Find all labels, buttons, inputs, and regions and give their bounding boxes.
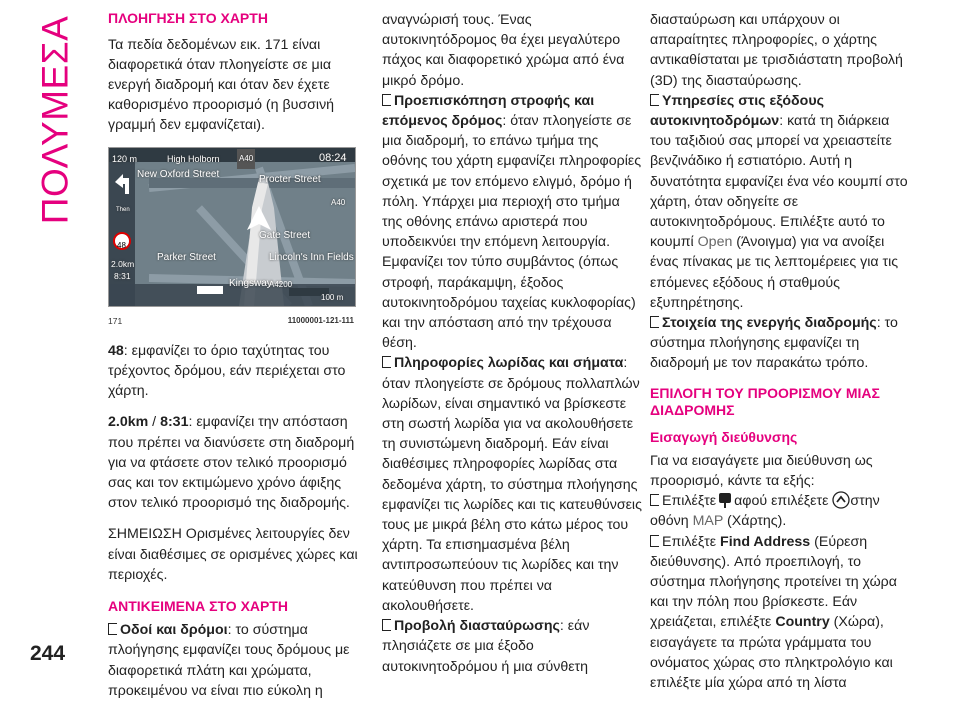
paragraph-junction-view: Προβολή διασταύρωσης: εάν πλησιάζετε σε μια έξοδο αυτοκινητοδρόμου ή μια σύνθετη [382, 618, 590, 675]
map-scale: 100 m [321, 292, 344, 302]
clock: 08:24 [319, 151, 347, 164]
bullet-bracket-icon [382, 356, 391, 368]
paragraph-exit-services: Υπηρεσίες στις εξόδους αυτοκινητοδρόμων: κατά τη διάρκεια του ταξιδιού σας μπορεί να χρειαστείτε βενζινάδικο ή εστιατόριο. Αυτή η δυνατότητα εμφανίζει ένα νέο κουμπί στο χάρτη, όταν οδηγείτε σε αυτοκινητοδρόμους. Επιλέξτε αυτό το κουμπί Open (Άνοιγμα) για να ανοίξει ένας πίνακας με τις λεπτομέρειες για τις επόμενες εξόδους ή σταθμούς εξυπηρέτησης. [650, 92, 908, 311]
next-turn-distance: 120 m [112, 153, 138, 164]
paragraph-roads: Οδοί και δρόμοι: το σύστημα πλοήγησης εμφανίζει τους δρόμους με διαφορετικά πλάτη και χρώματα, προκειμένου να είναι πιο εύκολη η [108, 622, 350, 699]
paragraph-distance-eta: 2.0km / 8:31: εμφανίζει την απόσταση που πρέπει να διανύσετε στη διαδρομή για να φτάσετε στον τελικό προορισμό σας και τον εκτιμώμενο χρόνο άφιξης στον τελικό προορισμό της διαδρομής. [108, 414, 355, 512]
section-heading-map-objects: ΑΝΤΙΚΕΙΜΕΝΑ ΣΤΟ ΧΑΡΤΗ [108, 597, 289, 614]
road-badge: A40 [331, 197, 346, 207]
note-paragraph: ΣΗΜΕΙΩΣΗ Ορισμένες λειτουργίες δεν είναι διαθέσιμες σε ορισμένες χώρες και περιοχές. [108, 526, 358, 583]
column-1 [108, 10, 368, 701]
next-road-badge: A40 [237, 149, 255, 169]
paragraph-address-intro: Για να εισαγάγετε μια διεύθυνση ως προορισμό, κάντε τα εξής: [650, 452, 873, 490]
bullet-bracket-icon [650, 494, 659, 506]
street-label: Procter Street [259, 173, 321, 185]
road-badge: A4200 [269, 279, 293, 289]
bullet-bracket-icon [650, 94, 659, 106]
arrival-time: 8:31 [114, 270, 131, 281]
bullet-bracket-icon [382, 94, 391, 106]
step-1: Επιλέξτε αφού επιλέξετε στην οθόνη MAP (Χάρτης). [650, 493, 880, 530]
paragraph-turn-preview: Προεπισκόπηση στροφής και επόμενος δρόμος: όταν πλοηγείστε σε μια διαδρομή, το επάνω τμήμα της οθόνης του χάρτη εμφανίζει πληροφορίες σχετικά με τον επόμενο ελιγμό, δρόμο ή πόλη. Υπάρχει μια περιοχή στο τμήμα της οθόνης επάνω αριστερά που υποδεικνύει την επόμενη λειτουργία. Εμφανίζει τον τύπο συμβάντος (όπως στροφή, παράκαμψη, έξοδος αυτοκινητοδρόμου ταχείας κυκλοφορίας) και την απόσταση από την τρέχουσα θέση. [382, 92, 642, 352]
column-3 [650, 10, 910, 693]
paragraph-roads-continued: αναγνώρισή τους. Ένας αυτοκινητόδρομος θα έχει μεγαλύτερο πάχος και διαφορετικό χρώμα από ένα μικρό δρόμο. [382, 12, 625, 89]
bullet-bracket-icon [650, 535, 659, 547]
bullet-bracket-icon [108, 623, 117, 635]
remaining-distance: 2.0km [111, 258, 135, 269]
figure-caption [108, 311, 354, 331]
paragraph-speed-limit: 48: εμφανίζει το όριο ταχύτητας του τρέχοντος δρόμου, εάν περιέχεται στο χάρτη. [108, 342, 346, 400]
subheading-enter-address: Εισαγωγή διεύθυνσης [650, 428, 798, 445]
section-heading-select-destination: ΕΠΙΛΟΓΗ ΤΟΥ ΠΡΟΟΡΙΣΜΟΥ ΜΙΑΣ ΔΙΑΔΡΟΜΗΣ [650, 384, 880, 419]
section-heading-map-navigation: ΠΛΟΗΓΗΣΗ ΣΤΟ ΧΑΡΤΗ [108, 10, 268, 26]
chevron-up-icon [832, 491, 850, 509]
navigation-map-figure [108, 147, 356, 307]
street-label: Kingsway [229, 277, 272, 289]
bullet-bracket-icon [650, 316, 659, 328]
intro-paragraph: Τα πεδία δεδομένων εικ. 171 είναι διαφορετικά όταν πλοηγείστε σε μια ενεργή διαδρομή και όταν δεν έχετε καθορισμένο προορισμό (η βυσσινή γραμμή δεν εμφανίζεται). [108, 36, 335, 134]
street-label: Gate Street [259, 229, 311, 241]
figure-code: 11000001-121-111 [287, 315, 354, 325]
street-label: Lincoln's Inn Fields [269, 251, 354, 263]
next-street-name: High Holborn [167, 153, 220, 164]
street-label: Parker Street [157, 251, 216, 263]
destination-flag-icon [716, 491, 734, 509]
step-2: Επιλέξτε Find Address (Εύρεση διεύθυνσης). Από προεπιλογή, το σύστημα πλοήγησης προτείνει τη χώρα και την πόλη που βρίσκεστε. Εάν χρειάζεται, επιλέξτε Country (Χώρα), εισαγάγετε τα πρώτα γράμματα του ονόματος χώρας στο πληκτρολόγιο και επιλέξτε μία χώρα από τη λίστα [650, 533, 897, 692]
section-side-title: ΠΟΛΥΜΕΣΑ [34, 15, 75, 225]
column-2 [382, 10, 642, 677]
speed-limit-value: 48 [117, 240, 126, 250]
paragraph-junction-continued: διασταύρωση και υπάρχουν οι απαραίτητες πληροφορίες, ο χάρτης αντικαθίσταται με τρισδιάστατη προβολή (3D) της διασταύρωσης. [650, 12, 903, 89]
paragraph-lane-info: Πληροφορίες λωρίδας και σήματα: όταν πλοηγείστε σε δρόμους πολλαπλών λωρίδων, είναι σημαντικό να βρίσκεστε στη σωστή λωρίδα για να ακολουθήσετε τη συνιστώμενη διαδρομή. Εάν είναι διαθέσιμες πληροφορίες λωρίδας στα δεδομένα χάρτη, το σύστημα πλοήγησης εμφανίζει τις λωρίδες και τις κατευθύνσεις τους με μικρά βέλη στο κάτω μέρος του χάρτη. Τα επισημασμένα βέλη αντιπροσωπεύουν τις λωρίδες και την κατεύθυνση που πρέπει να ακολουθήσετε. [382, 355, 642, 614]
street-label: New Oxford Street [137, 168, 220, 180]
page-number: 244 [30, 642, 66, 665]
figure-number: 171 [108, 315, 123, 326]
bullet-bracket-icon [382, 619, 391, 631]
then-label: Then [116, 206, 130, 213]
paragraph-active-route: Στοιχεία της ενεργής διαδρομής: το σύστημα πλοήγησης εμφανίζει τη διαδρομή με τον παρακάτω τρόπο. [650, 315, 898, 372]
